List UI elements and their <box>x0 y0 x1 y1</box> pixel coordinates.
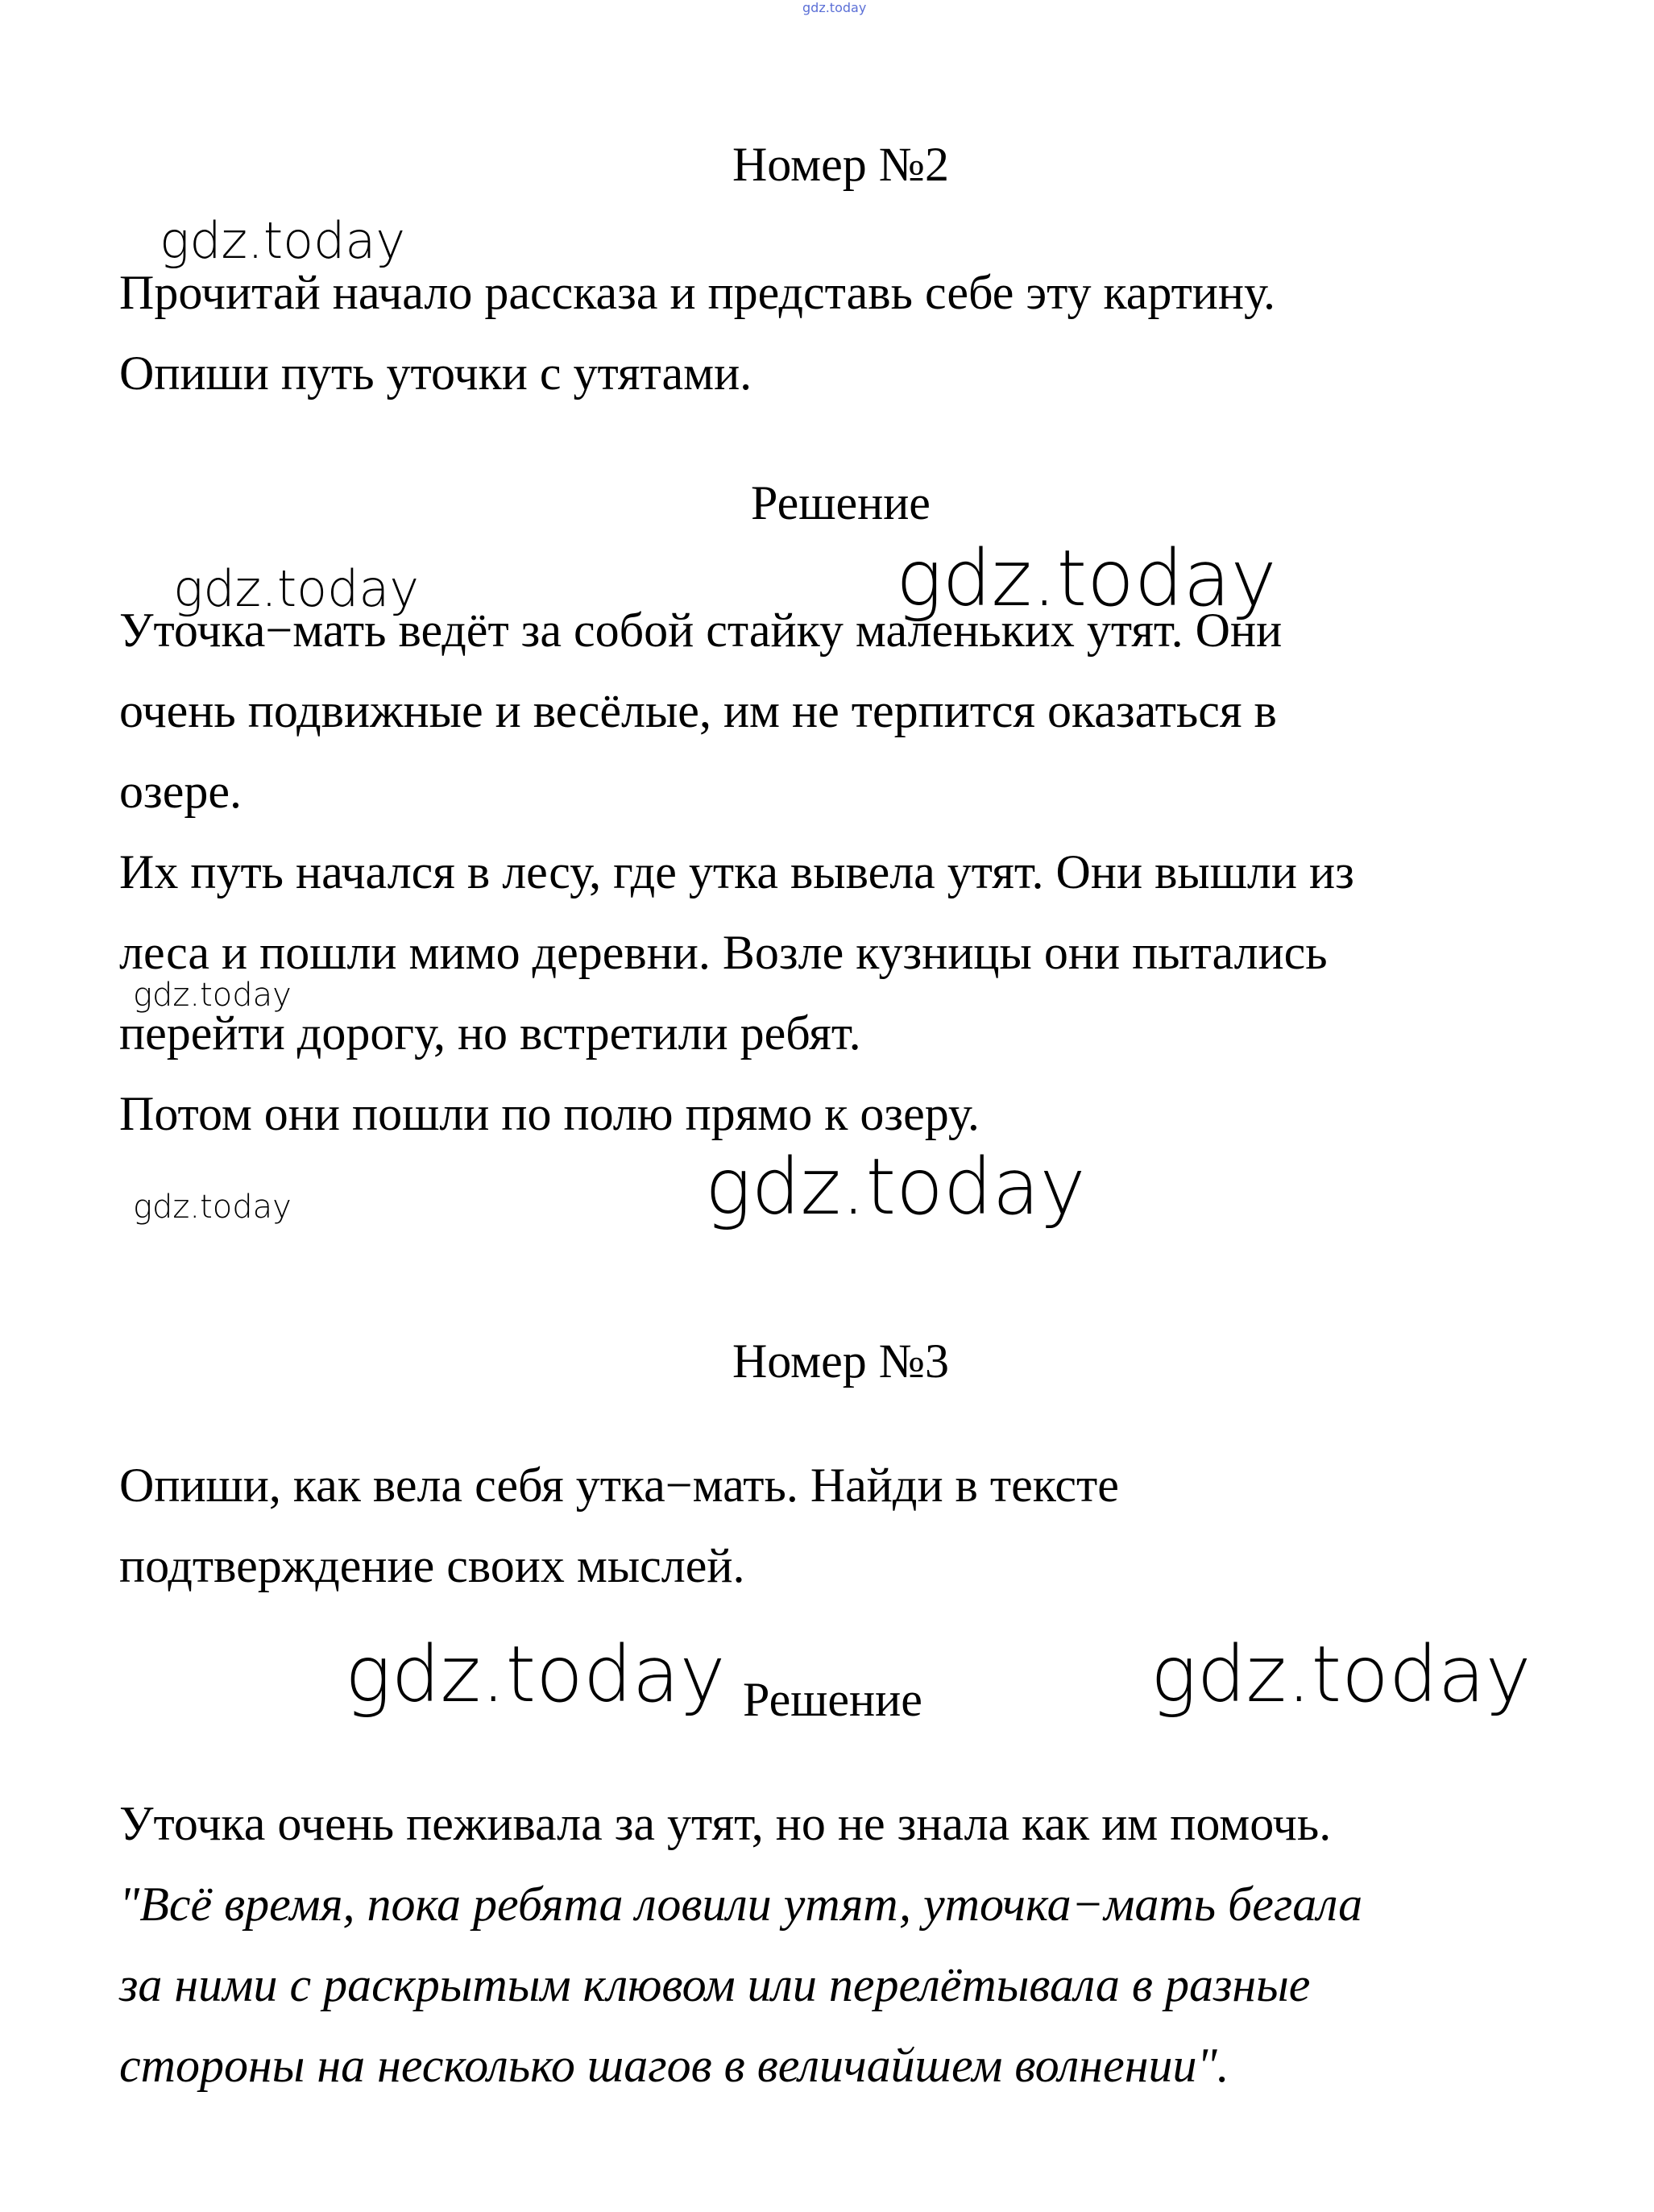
section3-quote-line-2: за ними с раскрытым клювом или перелётывала в разные <box>119 1958 1311 2011</box>
section2-heading: Номер №2 <box>732 138 950 191</box>
section2-solution-line-5: леса и пошли мимо деревни. Возле кузницы они пытались <box>119 926 1328 979</box>
section2-task-line-1: Прочитай начало рассказа и представь себе эту картину. <box>119 266 1276 319</box>
section2-solution-line-2: очень подвижные и весёлые, им не терпится оказаться в <box>119 684 1277 737</box>
watermark-6: gdz.today <box>133 1189 292 1226</box>
watermark-5: gdz.today <box>705 1142 1086 1232</box>
section2-solution-heading: Решение <box>751 476 931 529</box>
section3-task-line-1: Опиши, как вела себя утка−мать. Найди в тексте <box>119 1459 1119 1512</box>
section2-solution-line-1: Уточка−мать ведёт за собой стайку маленьких утят. Они <box>119 604 1283 657</box>
section3-solution-heading: Решение <box>743 1673 922 1726</box>
section2-task-line-2: Опиши путь уточки с утятами. <box>119 347 752 400</box>
watermark-3: gdz.today <box>896 533 1277 624</box>
section2-solution-line-7: Потом они пошли по полю прямо к озеру. <box>119 1087 980 1140</box>
section3-quote-line-3: стороны на несколько шагов в величайшем волнении". <box>119 2039 1229 2092</box>
top-watermark: gdz.today <box>802 0 867 15</box>
section3-quote-line-1: "Всё время, пока ребята ловили утят, уточка−мать бегала <box>119 1878 1363 1931</box>
section2-solution-line-4: Их путь начался в лесу, где утка вывела утят. Они вышли из <box>119 845 1354 898</box>
section3-solution-line-1: Уточка очень пеживала за утят, но не знала как им помочь. <box>119 1797 1332 1850</box>
section2-solution-line-3: озере. <box>119 765 242 818</box>
watermark-1: gdz.today <box>160 211 406 270</box>
section3-heading: Номер №3 <box>732 1334 950 1388</box>
watermark-4: gdz.today <box>133 977 292 1014</box>
watermark-8: gdz.today <box>1150 1629 1532 1720</box>
watermark-2: gdz.today <box>173 559 420 618</box>
watermark-7: gdz.today <box>345 1629 726 1720</box>
section2-solution-line-6: перейти дорогу, но встретили ребят. <box>119 1006 861 1060</box>
section3-task-line-2: подтверждение своих мыслей. <box>119 1539 745 1592</box>
